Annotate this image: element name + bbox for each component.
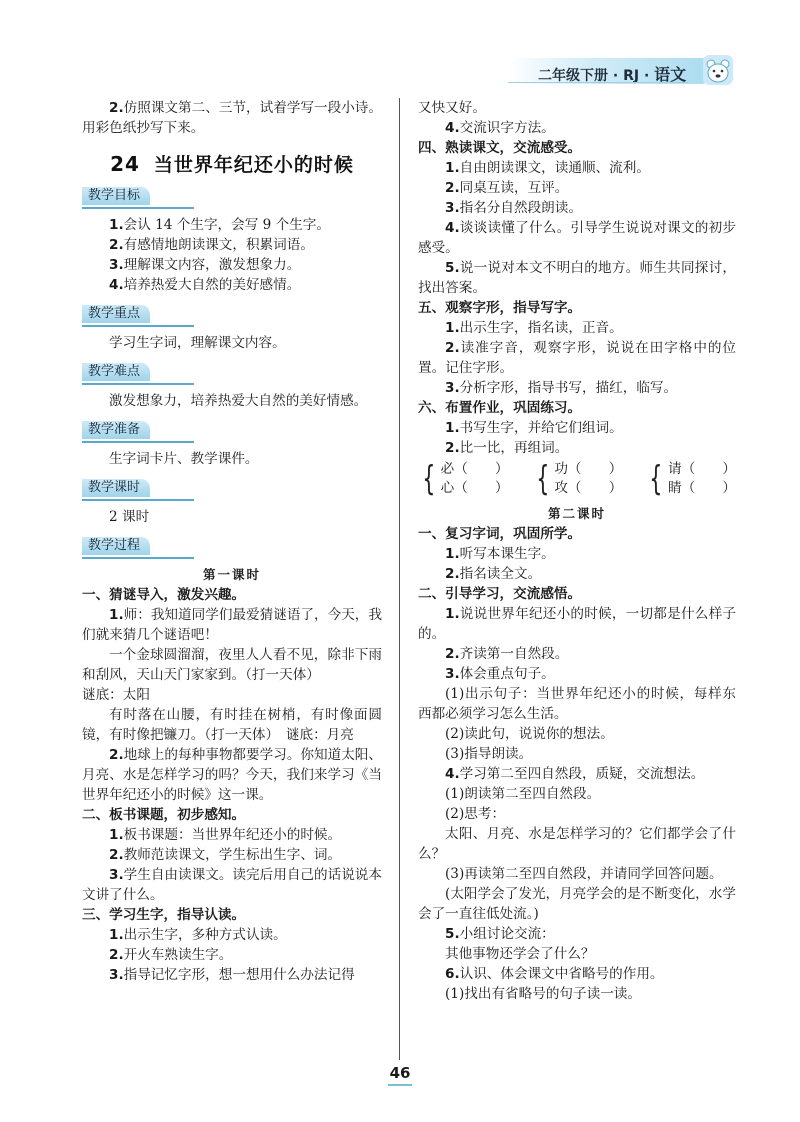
step-heading: 四、熟读课文，交流感受。 [418, 140, 582, 156]
goal-item: 4.培养热爱大自然的美好感情。 [109, 277, 301, 293]
step-item: 4.交流识字方法。 [445, 120, 555, 136]
step-item: 1.听写本课生字。 [445, 546, 555, 562]
step-item: 3.指名分自然段朗读。 [445, 200, 582, 216]
step-item: 2.同桌互读，互评。 [445, 180, 569, 196]
header-title: 二年级下册 · RJ · 语文 [538, 65, 687, 84]
step-item: 3.指导记忆字形，想一想用什么办法记得 [109, 967, 355, 983]
sub-item: (1)朗读第二至四自然段。 [445, 786, 601, 802]
step-item: 3.学生自由读课文。读完后用自己的话说说本文讲了什么。 [82, 867, 382, 903]
section-label-key: 教学重点 [82, 305, 382, 327]
sub-item: (3)指导朗读。 [445, 746, 533, 762]
step-item: 1.板书课题：当世界年纪还小的时候。 [109, 827, 342, 843]
preparation-text: 生字词卡片、教学课件。 [109, 451, 259, 467]
step-heading: 三、学习生字，指导认读。 [82, 907, 246, 923]
step-item: 3.分析字形，指导书写，描红，临写。 [445, 380, 678, 396]
column-divider [399, 98, 400, 1060]
compare-exercise [418, 460, 736, 498]
step-item: 1.说说世界年纪还小的时候，一切都是什么样子的。 [418, 606, 736, 642]
step-item: 3.体会重点句子。 [445, 666, 555, 682]
step-item: 5.小组讨论交流： [445, 926, 555, 942]
riddle-text: 一个金球圆溜溜，夜里人人看不见，除非下雨和刮风，天山天门家家到。（打一天体） [82, 647, 382, 683]
step-item: 2.地球上的每种事物都要学习。你知道太阳、月亮、水是怎样学习的吗？今天，我们来学习《当世界年纪还小的时候》这一课。 [82, 747, 382, 803]
section-label-preparation: 教学准备 [82, 421, 382, 443]
step-item: 2.开火车熟读生字。 [109, 947, 233, 963]
header-subject: 语文 [654, 65, 687, 84]
header-tag [508, 52, 730, 90]
step-item: 2.比一比，再组词。 [445, 440, 569, 456]
step-item: 2.读准字音，观察字形，说说在田字格中的位置。记住字形。 [418, 340, 736, 376]
step-item: 2.齐读第一自然段。 [445, 646, 569, 662]
brace-icon: { [536, 459, 549, 499]
step-item: 1.出示生字，指名读，正音。 [445, 320, 623, 336]
header-grade: 二年级下册 [538, 68, 608, 84]
header-edition: RJ [623, 68, 640, 84]
sub-item: (2)思考： [445, 806, 506, 822]
step-heading: 一、猜谜导入，激发兴趣。 [82, 587, 246, 603]
right-column [418, 98, 736, 1004]
riddle-text: 有时落在山腰，有时挂在树梢，有时像面圆镜，有时像把镰刀。（打一天体） 谜底：月亮 [82, 707, 382, 743]
bear-mascot-icon [702, 54, 734, 86]
section-label-difficulty: 教学难点 [82, 363, 382, 385]
sub-item: (1)出示句子：当世界年纪还小的时候，每样东西都必须学习怎么生活。 [418, 686, 736, 722]
sub-item: (2)读此句，说说你的想法。 [445, 726, 614, 742]
sub-item: (3)再读第二至四自然段，并请同学回答问题。 [445, 866, 723, 882]
section-label-periods: 教学课时 [82, 479, 382, 501]
intro-paragraph: 2.仿照课文第二、三节，试着学写一段小诗。用彩色纸抄写下来。 [82, 100, 382, 136]
page-number: 46 [0, 1064, 800, 1082]
brace-icon: { [422, 459, 436, 499]
period-heading: 第二课时 [547, 506, 606, 521]
continued-text: 又快又好。 [418, 100, 486, 116]
step-heading: 一、复习字词，巩固所学。 [418, 526, 582, 542]
goal-item: 3.理解课文内容，激发想象力。 [109, 257, 301, 273]
key-text: 学习生字词，理解课文内容。 [109, 335, 286, 351]
period-heading: 第一课时 [202, 567, 261, 582]
step-heading: 五、观察字形，指导写字。 [418, 300, 582, 316]
goal-item: 1.会认 14 个生字，会写 9 个生字。 [109, 217, 330, 233]
step-item: 2.指名读全文。 [445, 566, 542, 582]
sub-item: 其他事物还学会了什么？ [445, 946, 595, 962]
sub-item: (1)找出有省略号的句子读一读。 [445, 986, 641, 1002]
lesson-title: 24 当世界年纪还小的时候 [110, 152, 354, 176]
step-item: 1.出示生字，多种方式认读。 [109, 927, 287, 943]
section-label-goals: 教学目标 [82, 187, 382, 209]
step-heading: 二、板书课题，初步感知。 [82, 807, 246, 823]
step-item: 1.师：我知道同学们最爱猜谜语了，今天，我们就来猜几个谜语吧！ [82, 607, 382, 643]
step-item: 1.自由朗读课文，读通顺、流利。 [445, 160, 650, 176]
step-item: 1.书写生字，并给它们组词。 [445, 420, 623, 436]
step-item: 6.认识、体会课文中省略号的作用。 [445, 966, 664, 982]
compare-group: { 请（ ） 睛（ ） [649, 459, 736, 499]
compare-group: { 必（ ） 心（ ） [422, 459, 509, 499]
step-item: 5.说一说对本文不明白的地方。师生共同探讨，找出答案。 [418, 260, 736, 296]
goal-item: 2.有感情地朗读课文，积累词语。 [109, 237, 314, 253]
riddle-answer: 谜底：太阳 [82, 687, 150, 703]
header-rule [508, 82, 688, 83]
section-label-process: 教学过程 [82, 537, 382, 559]
sub-item: (太阳学会了发光，月亮学会的是不断变化，水学会了一直往低处流。) [418, 886, 736, 922]
brace-icon: { [649, 459, 663, 499]
page-number-underline [388, 1084, 412, 1086]
sub-item: 太阳、月亮、水是怎样学习的？它们都学会了什么？ [418, 826, 736, 862]
periods-text: 2 课时 [109, 509, 150, 525]
step-heading: 六、布置作业，巩固练习。 [418, 400, 582, 416]
compare-group: { 功（ ） 攻（ ） [536, 459, 623, 499]
step-item: 2.教师范读课文，学生标出生字、词。 [109, 847, 342, 863]
step-heading: 二、引导学习，交流感悟。 [418, 586, 582, 602]
step-item: 4.谈谈读懂了什么。引导学生说说对课文的初步感受。 [418, 220, 736, 256]
difficulty-text: 激发想象力，培养热爱大自然的美好情感。 [109, 393, 368, 409]
step-item: 4.学习第二至四自然段，质疑，交流想法。 [445, 766, 705, 782]
left-column [82, 98, 382, 985]
